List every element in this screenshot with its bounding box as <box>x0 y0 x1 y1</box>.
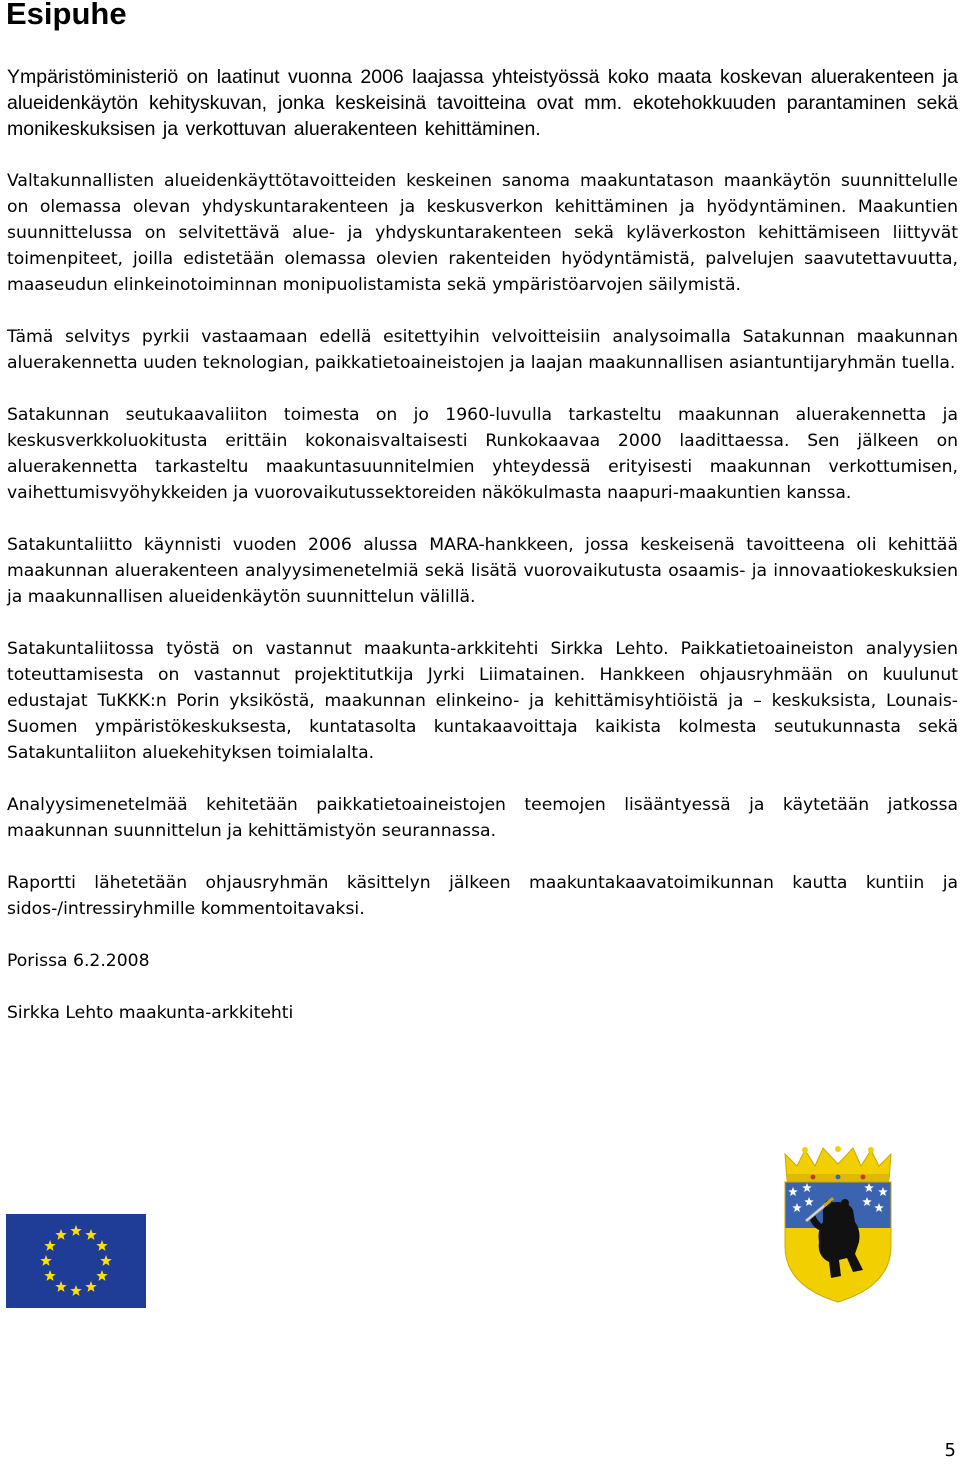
document-body <box>7 64 958 1052</box>
page-title: Esipuhe <box>6 0 127 31</box>
page-number: 5 <box>944 1440 956 1461</box>
paragraph-intro: Ympäristöministeriö on laatinut vuonna 2006 laajassa yhteistyössä koko maata koskevan aluerakenteen ja alueidenkäytön kehityskuvan, jonka keskeisinä tavoitteina ovat mm. ekotehokkuuden parantaminen sekä monikeskuksisen ja verkottuvan aluerakenteen kehittäminen. <box>7 66 958 140</box>
paragraph-mara-project: Satakuntaliitto käynnisti vuoden 2006 alussa MARA-hankkeen, jossa keskeisenä tavoitteena oli kehittää maakunnan aluerakenteen analyysimenetelmiä sekä lisätä vuorovaikutusta osaamis- ja innovaatiokeskuksien ja maakunnallisen alueidenkäytön suunnittelun välillä. <box>7 535 958 607</box>
eu-flag-graphic <box>6 1214 146 1308</box>
paragraph-study-aim: Tämä selvitys pyrkii vastaamaan edellä esitettyihin velvoitteisiin analysoimalla Satakunnan maakunnan aluerakennetta uuden teknologian, paikkatietoaineistojen ja laajan maakunnallisen asiantuntijaryhmän tuella. <box>7 327 958 373</box>
place-date: Porissa 6.2.2008 <box>7 951 150 971</box>
satakunta-coat-of-arms-icon <box>783 1146 893 1304</box>
eu-flag-icon <box>6 1214 146 1308</box>
crown-icon <box>785 1146 891 1182</box>
signature: Sirkka Lehto maakunta-arkkitehti <box>7 1003 294 1023</box>
paragraph-team: Satakuntaliitossa työstä on vastannut maakunta-arkkitehti Sirkka Lehto. Paikkatietoaineiston analyysien toteuttamisesta on vastannut projektitutkija Jyrki Liimatainen. Hankkeen ohjausryhmään on kuulunut edustajat TuKKK:n Porin yksiköstä, maakunnan elinkeino- ja kehittämisyhtiöistä ja – keskuksista, Lounais-Suomen ympäristökeskuksesta, kuntatasolta kuntakaavoittaja kaikista kolmesta seutukunnasta sekä Satakuntaliiton aluekehityksen toimialalta. <box>7 639 958 763</box>
coat-of-arms-graphic <box>783 1146 893 1304</box>
paragraph-history: Satakunnan seutukaavaliiton toimesta on jo 1960-luvulla tarkasteltu maakunnan aluerakennetta ja keskusverkkoluokitusta erittäin kokonaisvaltaisesti Runkokaavaa 2000 laadittaessa. Sen jälkeen on aluerakennetta tarkasteltu maakuntasuunnitelmien yhteydessä erityisesti maakunnan verkottumisen, vaihettumisvyöhykkeiden ja vuorovaikutussektoreiden näkökulmasta naapuri-maakuntien kanssa. <box>7 405 958 503</box>
shield-icon <box>783 1182 893 1304</box>
paragraph-national-goals: Valtakunnallisten alueidenkäyttötavoitteiden keskeinen sanoma maakuntatason maankäytön suunnittelulle on olemassa olevan yhdyskuntarakenteen ja keskusverkon kehittäminen ja hyödyntäminen. Maakuntien suunnittelussa on selvitettävä alue- ja yhdyskuntarakenteen sekä kyläverkoston kehittämiseen liittyvät toimenpiteet, joilla edistetään olemassa olevien rakenteiden hyödyntämistä, palvelujen saavutettavuutta, maaseudun elinkeinotoiminnan monipuolistamista sekä ympäristöarvojen säilymistä. <box>7 171 958 295</box>
paragraph-report: Raportti lähetetään ohjausryhmän käsittelyn jälkeen maakuntakaavatoimikunnan kautta kuntiin ja sidos-/intressiryhmille kommentoitavaksi. <box>7 873 958 919</box>
paragraph-development: Analyysimenetelmää kehitetään paikkatietoaineistojen teemojen lisääntyessä ja käytetään jatkossa maakunnan suunnittelun ja kehittämistyön seurannassa. <box>7 795 958 841</box>
